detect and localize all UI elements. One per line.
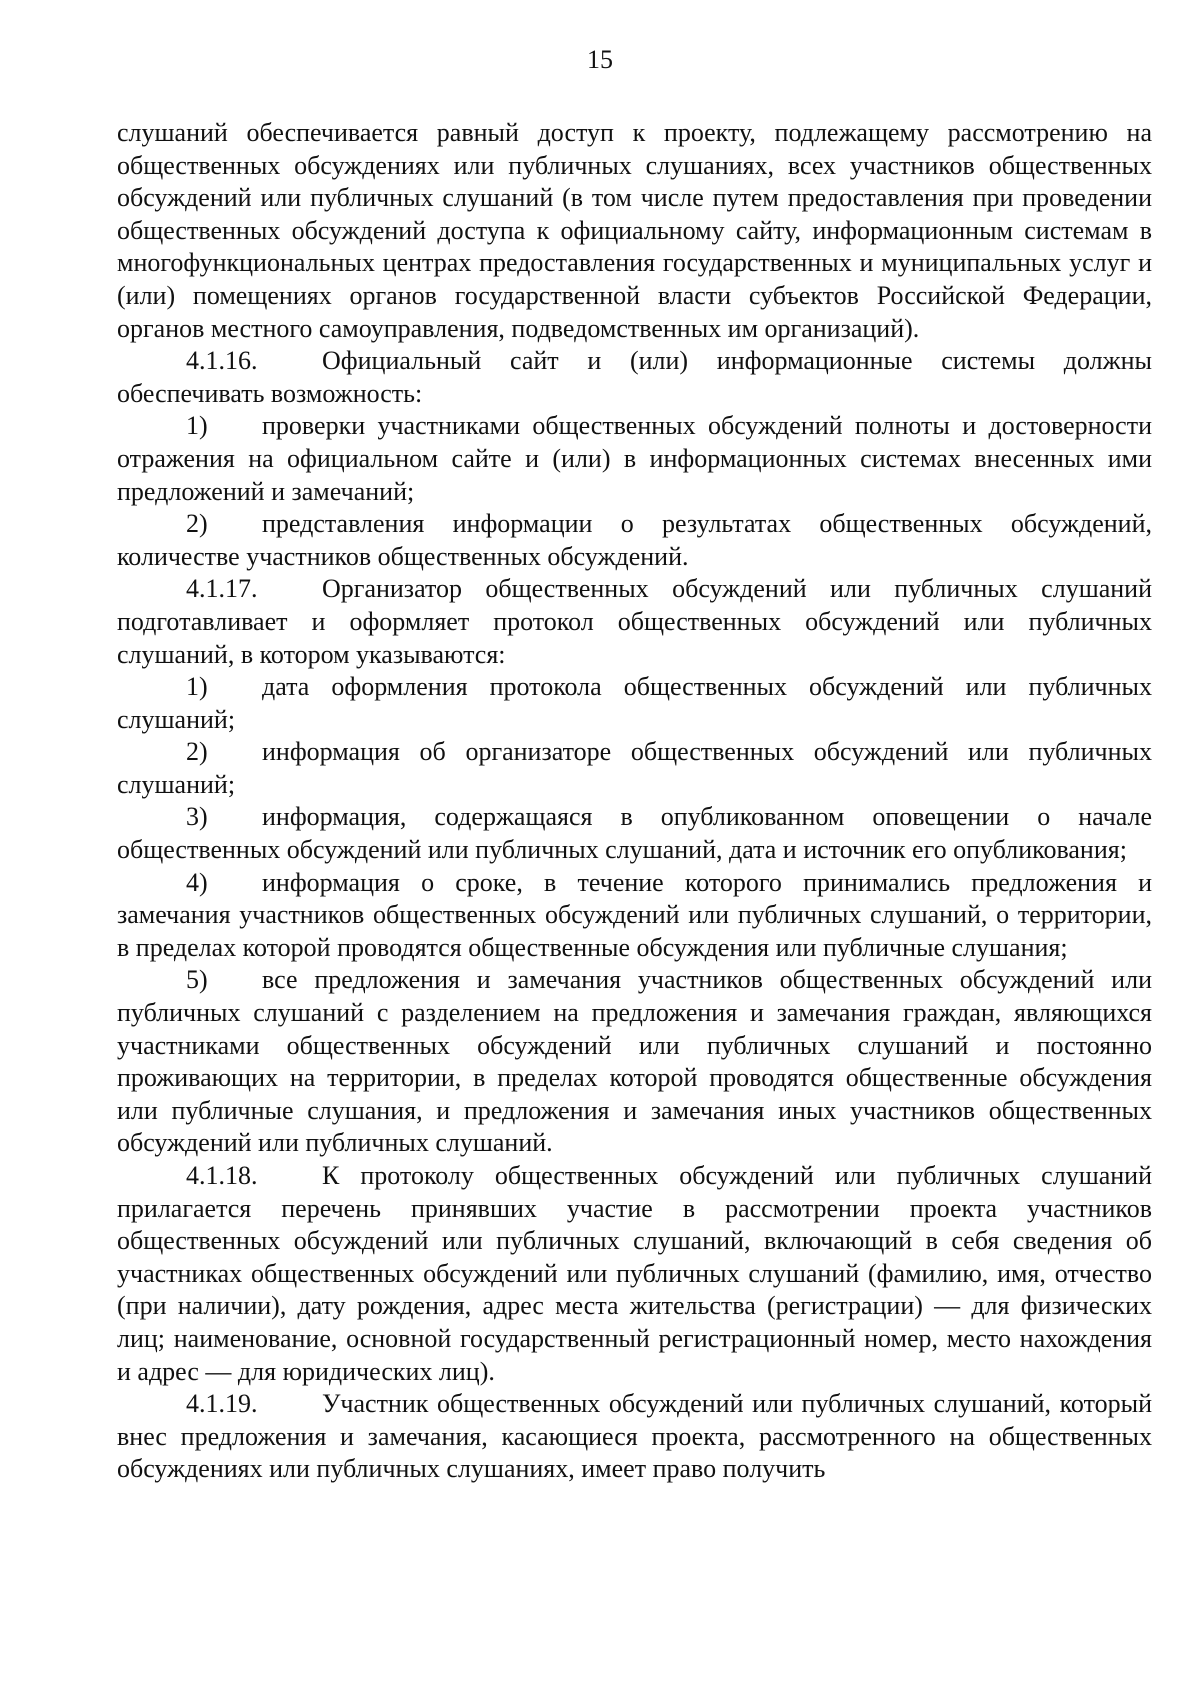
clause-text: Организатор общественных обсуждений или публичных слушаний подготавливает и оформляет протокол общественных обсуждений или публичных слушаний, в котором указываются: bbox=[117, 574, 1152, 669]
item-text: информация о сроке, в течение которого принимались предложения и замечания участников общественных обсуждений или публичных слушаний, о территории, в пределах которой проводятся общественные обсуждения или публичные слушания; bbox=[117, 867, 1152, 962]
clause-4-1-16 bbox=[117, 345, 1152, 410]
item-text: информация об организаторе общественных обсуждений или публичных слушаний; bbox=[117, 737, 1152, 799]
paragraph-continuation: слушаний обеспечивается равный доступ к проекту, подлежащему рассмотрению на общественных обсуждениях или публичных слушаниях, всех участников общественных обсуждений или публичных слушаний (в том числе путем предоставления при проведении общественных обсуждений доступа к официальному сайту, информационным системам в многофункциональных центрах предоставления государственных и муниципальных услуг и (или) помещениях органов государственной власти субъектов Российской Федерации, органов местного самоуправления, подведомственных им организаций). bbox=[117, 118, 1152, 343]
item-number: 4) bbox=[186, 867, 208, 897]
item-number: 1) bbox=[186, 672, 208, 702]
page-number: 15 bbox=[587, 45, 613, 74]
clause-number: 4.1.19. bbox=[186, 1389, 258, 1419]
document-body bbox=[117, 117, 1152, 1486]
item-text: дата оформления протокола общественных обсуждений или публичных слушаний; bbox=[117, 672, 1152, 734]
list-item bbox=[117, 410, 1152, 508]
clause-number: 4.1.17. bbox=[186, 574, 258, 604]
clause-4-1-19 bbox=[117, 1388, 1152, 1486]
item-text: все предложения и замечания участников общественных обсуждений или публичных слушаний с разделением на предложения и замечания граждан, являющихся участниками общественных обсуждений или публичных слушаний и постоянно проживающих на территории, в пределах которой проводятся общественные обсуждения или публичные слушания, и предложения и замечания иных участников общественных обсуждений или публичных слушаний. bbox=[117, 965, 1152, 1158]
item-number: 2) bbox=[186, 737, 208, 767]
item-number: 5) bbox=[186, 965, 208, 995]
item-text: информация, содержащаяся в опубликованном оповещении о начале общественных обсуждений или публичных слушаний, дата и источник его опубликования; bbox=[117, 802, 1152, 865]
clause-text: Официальный сайт и (или) информационные системы должны обеспечивать возможность: bbox=[117, 346, 1152, 408]
list-item bbox=[117, 801, 1152, 866]
clause-4-1-18 bbox=[117, 1160, 1152, 1388]
list-item bbox=[117, 964, 1152, 1160]
clause-text: К протоколу общественных обсуждений или публичных слушаний прилагается перечень принявших участие в рассмотрении проекта участников общественных обсуждений или публичных слушаний, включающий в себя сведения об участниках общественных обсуждений или публичных слушаний (фамилию, имя, отчество (при наличии), дату рождения, адрес места жительства (регистрации) — для физических лиц; наименование, основной государственный регистрационный номер, место нахождения и адрес — для юридических лиц). bbox=[117, 1161, 1152, 1386]
clause-number: 4.1.18. bbox=[186, 1161, 258, 1190]
item-number: 2) bbox=[186, 509, 208, 539]
list-item bbox=[117, 671, 1152, 736]
list-item bbox=[117, 867, 1152, 965]
clause-4-1-17 bbox=[117, 573, 1152, 671]
item-number: 1) bbox=[186, 411, 208, 441]
clause-number: 4.1.16. bbox=[186, 346, 258, 376]
item-text: представления информации о результатах общественных обсуждений, количестве участников общественных обсуждений. bbox=[117, 509, 1152, 571]
item-number: 3) bbox=[186, 802, 208, 832]
list-item bbox=[117, 508, 1152, 573]
list-item bbox=[117, 736, 1152, 801]
item-text: проверки участниками общественных обсуждений полноты и достоверности отражения на официальном сайте и (или) в информационных системах внесенных ими предложений и замечаний; bbox=[117, 411, 1152, 506]
clause-text: Участник общественных обсуждений или публичных слушаний, который внес предложения и замечания, касающиеся проекта, рассмотренного на общественных обсуждениях или публичных слушаниях, имеет право получить bbox=[117, 1389, 1152, 1484]
